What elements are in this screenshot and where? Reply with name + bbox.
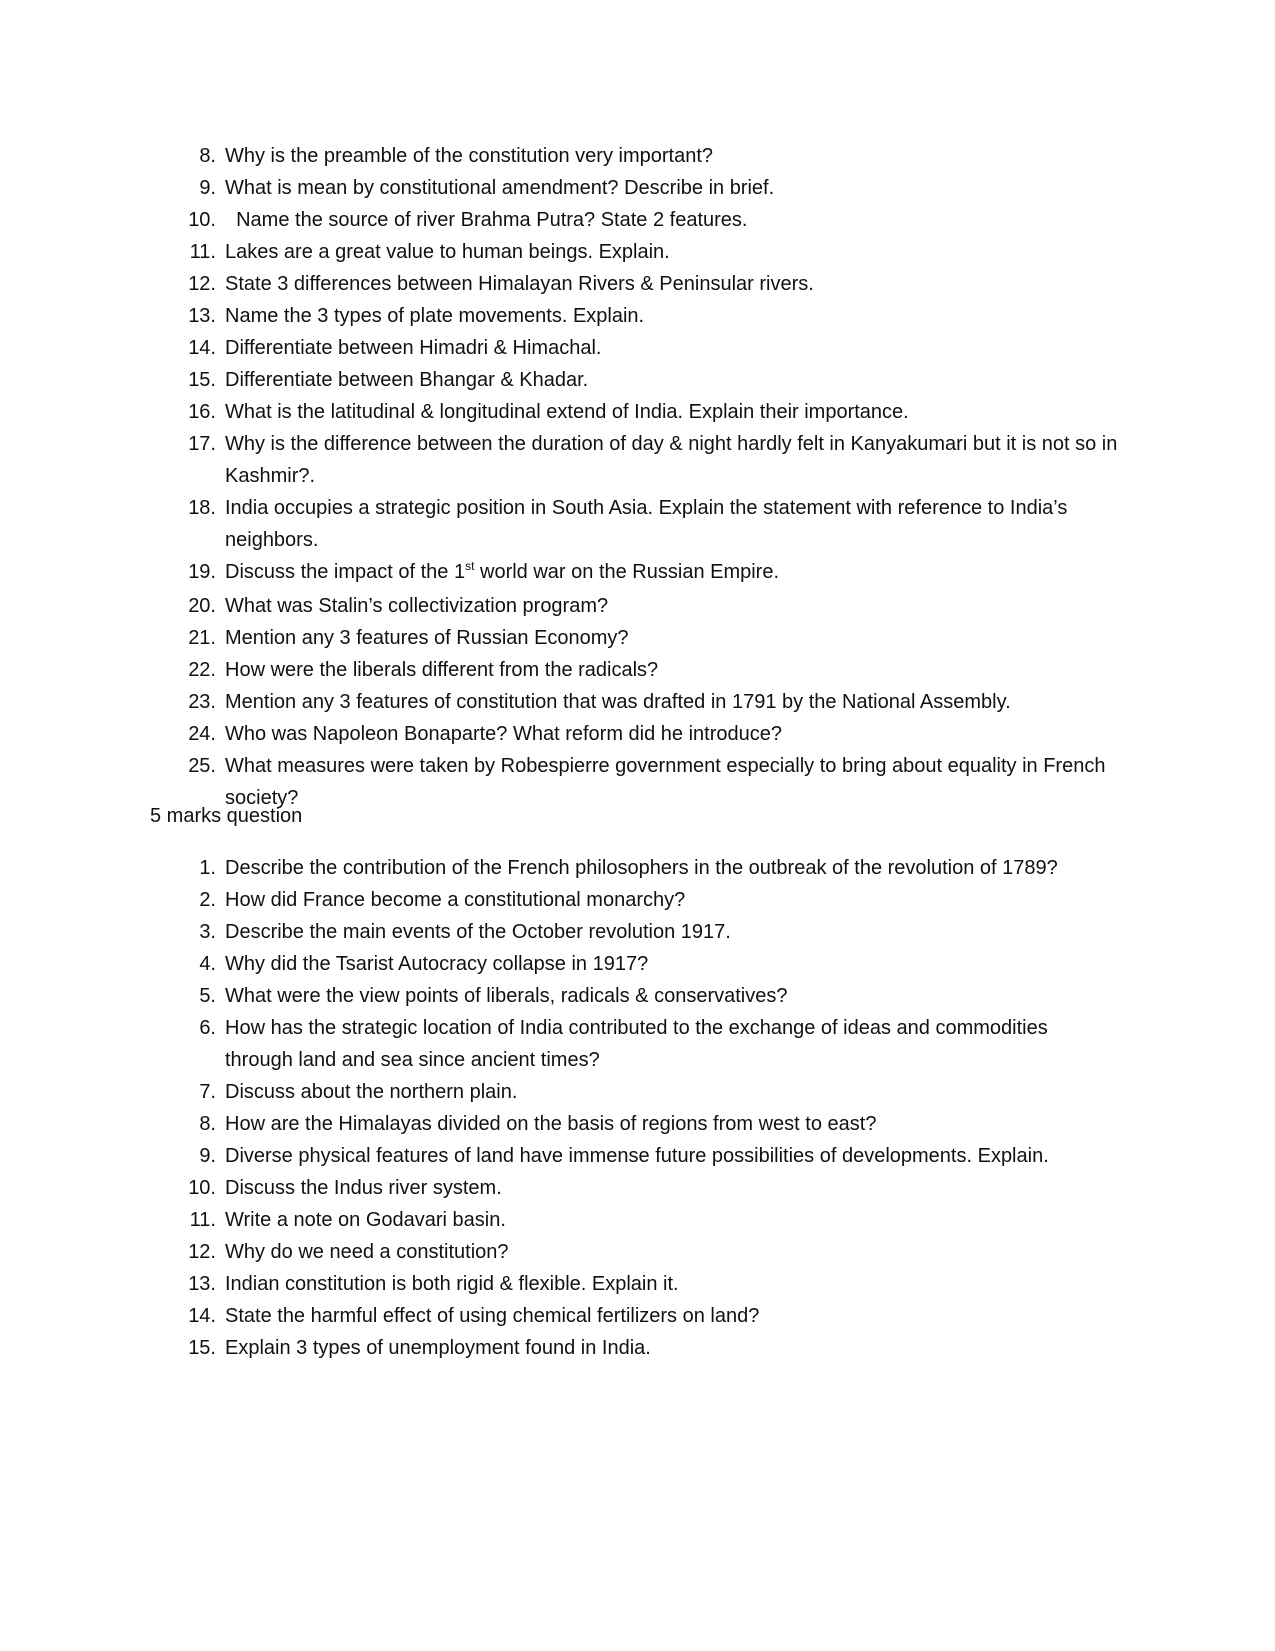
list-item: 11. Lakes are a great value to human beings. Explain. bbox=[189, 241, 670, 263]
list-item: 22. How were the liberals different from the radicals? bbox=[188, 659, 659, 681]
list-item: 4. Why did the Tsarist Autocracy collapse in 1917? bbox=[199, 953, 649, 975]
list-item: 25. What measures were taken by Robespierre government especially to bring about equality in French society? bbox=[188, 755, 1106, 809]
list-item: 23. Mention any 3 features of constitution that was drafted in 1791 by the National Assembly. bbox=[188, 691, 1011, 713]
question-list-short bbox=[150, 140, 1120, 814]
list-item: 16. What is the latitudinal & longitudinal extend of India. Explain their importance. bbox=[188, 401, 909, 423]
list-item: 14. Differentiate between Himadri & Himachal. bbox=[188, 337, 602, 359]
list-item: 12. Why do we need a constitution? bbox=[188, 1241, 509, 1263]
list-item: 24. Who was Napoleon Bonaparte? What reform did he introduce? bbox=[188, 723, 782, 745]
list-item: 17. Why is the difference between the duration of day & night hardly felt in Kanyakumari but it is not so in Kashmir?. bbox=[188, 433, 1118, 487]
list-item: 6. How has the strategic location of India contributed to the exchange of ideas and commodities through land and sea since ancient times? bbox=[199, 1017, 1048, 1071]
list-item: 3. Describe the main events of the October revolution 1917. bbox=[199, 921, 731, 943]
question-list-long bbox=[150, 852, 1120, 1364]
list-item: 8. Why is the preamble of the constitution very important? bbox=[199, 145, 714, 167]
list-item: 18. India occupies a strategic position in South Asia. Explain the statement with reference to India’s neighbors. bbox=[188, 497, 1068, 551]
list-item: 21. Mention any 3 features of Russian Economy? bbox=[188, 627, 629, 649]
list-item: 11. Write a note on Godavari basin. bbox=[189, 1209, 506, 1231]
list-item: 13. Indian constitution is both rigid & flexible. Explain it. bbox=[188, 1273, 679, 1295]
list-item: 8. How are the Himalayas divided on the basis of regions from west to east? bbox=[199, 1113, 877, 1135]
list-item: 12. State 3 differences between Himalayan Rivers & Peninsular rivers. bbox=[188, 273, 814, 295]
list-item: 2. How did France become a constitutional monarchy? bbox=[199, 889, 686, 911]
list-item: 14. State the harmful effect of using chemical fertilizers on land? bbox=[188, 1305, 760, 1327]
list-item: 1. Describe the contribution of the French philosophers in the outbreak of the revolution of 1789? bbox=[199, 857, 1058, 879]
list-item: 10. Name the source of river Brahma Putra? State 2 features. bbox=[188, 209, 748, 231]
list-item: 9. Diverse physical features of land have immense future possibilities of developments. Explain. bbox=[199, 1145, 1049, 1167]
section-heading: 5 marks question bbox=[150, 805, 303, 827]
list-item: 19. Discuss the impact of the 1st world war on the Russian Empire. bbox=[188, 559, 780, 583]
list-item: 13. Name the 3 types of plate movements. Explain. bbox=[188, 305, 645, 327]
list-item: 5. What were the view points of liberals, radicals & conservatives? bbox=[199, 985, 788, 1007]
list-item: 20. What was Stalin’s collectivization program? bbox=[188, 595, 609, 617]
list-item: 9. What is mean by constitutional amendment? Describe in brief. bbox=[199, 177, 775, 199]
list-item: 15. Differentiate between Bhangar & Khadar. bbox=[188, 369, 589, 391]
list-item: 15. Explain 3 types of unemployment found in India. bbox=[188, 1337, 651, 1359]
list-item: 10. Discuss the Indus river system. bbox=[188, 1177, 502, 1199]
list-item: 7. Discuss about the northern plain. bbox=[199, 1081, 518, 1103]
